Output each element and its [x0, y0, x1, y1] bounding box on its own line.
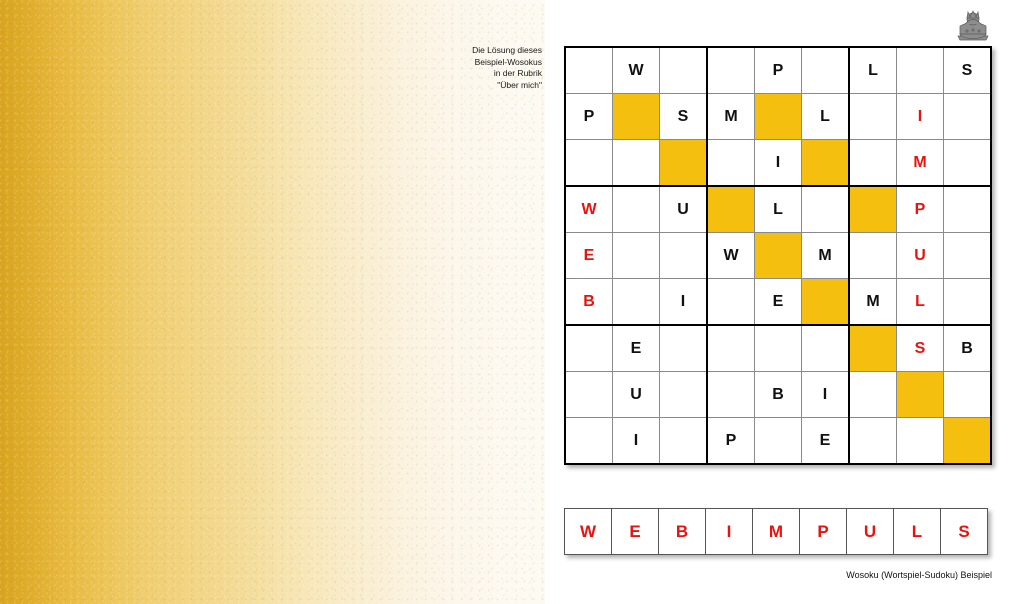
wosoku-cell-r8-c5[interactable]: B [755, 372, 802, 418]
wosoku-cell-r9-c3[interactable] [660, 418, 708, 465]
solution-word-cell-8: L [894, 509, 941, 555]
wosoku-cell-r7-c8[interactable]: S [897, 325, 944, 372]
wosoku-cell-r8-c9[interactable] [944, 372, 992, 418]
wosoku-row [565, 94, 991, 140]
wosoku-cell-r5-c1[interactable]: E [565, 233, 613, 279]
wosoku-row [565, 186, 991, 233]
wosoku-cell-r2-c7[interactable] [849, 94, 897, 140]
wosoku-cell-r4-c3[interactable]: U [660, 186, 708, 233]
wosoku-cell-r8-c4[interactable] [707, 372, 755, 418]
wosoku-cell-r8-c6[interactable]: I [802, 372, 850, 418]
wosoku-cell-r6-c8[interactable]: L [897, 279, 944, 326]
wosoku-row [565, 47, 991, 94]
solution-word-cell-2: E [612, 509, 659, 555]
wosoku-cell-r4-c5[interactable]: L [755, 186, 802, 233]
wosoku-cell-r7-c3[interactable] [660, 325, 708, 372]
wosoku-cell-r6-c7[interactable]: M [849, 279, 897, 326]
wosoku-cell-r6-c9[interactable] [944, 279, 992, 326]
wosoku-cell-r7-c7[interactable] [849, 325, 897, 372]
wosoku-cell-r4-c7[interactable] [849, 186, 897, 233]
wosoku-cell-r3-c7[interactable] [849, 140, 897, 187]
wosoku-cell-r6-c3[interactable]: I [660, 279, 708, 326]
wosoku-cell-r5-c8[interactable]: U [897, 233, 944, 279]
wosoku-cell-r2-c9[interactable] [944, 94, 992, 140]
wosoku-cell-r4-c2[interactable] [613, 186, 660, 233]
wosoku-cell-r2-c1[interactable]: P [565, 94, 613, 140]
wosoku-cell-r3-c4[interactable] [707, 140, 755, 187]
wosoku-cell-r1-c3[interactable] [660, 47, 708, 94]
wosoku-cell-r8-c8[interactable] [897, 372, 944, 418]
wosoku-cell-r1-c7[interactable]: L [849, 47, 897, 94]
note-line-1: Die Lösung dieses [472, 45, 542, 55]
wosoku-cell-r4-c9[interactable] [944, 186, 992, 233]
wosoku-cell-r4-c8[interactable]: P [897, 186, 944, 233]
wosoku-cell-r7-c6[interactable] [802, 325, 850, 372]
solution-word-cell-7: U [847, 509, 894, 555]
solution-word-cell-6: P [800, 509, 847, 555]
wosoku-row [565, 233, 991, 279]
wosoku-cell-r2-c5[interactable] [755, 94, 802, 140]
wosoku-cell-r3-c6[interactable] [802, 140, 850, 187]
solution-word-cell-5: M [753, 509, 800, 555]
wosoku-cell-r1-c5[interactable]: P [755, 47, 802, 94]
wosoku-cell-r5-c4[interactable]: W [707, 233, 755, 279]
wosoku-cell-r3-c3[interactable] [660, 140, 708, 187]
solution-word-row [565, 509, 988, 555]
solution-word-strip [564, 508, 988, 555]
wosoku-cell-r9-c9[interactable] [944, 418, 992, 465]
wosoku-grid-body [565, 47, 991, 464]
wosoku-cell-r1-c2[interactable]: W [613, 47, 660, 94]
wosoku-row [565, 372, 991, 418]
wosoku-grid-container [564, 46, 992, 465]
note-line-2: Beispiel-Wosokus [474, 56, 542, 67]
wosoku-cell-r2-c3[interactable]: S [660, 94, 708, 140]
solution-word-cell-4: I [706, 509, 753, 555]
footer-caption: Wosoku (Wortspiel-Sudoku) Beispiel [846, 570, 992, 580]
wosoku-cell-r9-c2[interactable]: I [613, 418, 660, 465]
wosoku-cell-r1-c1[interactable] [565, 47, 613, 94]
wosoku-cell-r7-c5[interactable] [755, 325, 802, 372]
wosoku-cell-r3-c5[interactable]: I [755, 140, 802, 187]
wosoku-cell-r9-c1[interactable] [565, 418, 613, 465]
wosoku-row [565, 418, 991, 465]
wosoku-cell-r9-c8[interactable] [897, 418, 944, 465]
wosoku-cell-r6-c5[interactable]: E [755, 279, 802, 326]
wosoku-cell-r2-c4[interactable]: M [707, 94, 755, 140]
wosoku-cell-r7-c2[interactable]: E [613, 325, 660, 372]
wosoku-cell-r5-c2[interactable] [613, 233, 660, 279]
wosoku-cell-r1-c8[interactable] [897, 47, 944, 94]
wosoku-cell-r1-c6[interactable] [802, 47, 850, 94]
wosoku-cell-r2-c6[interactable]: L [802, 94, 850, 140]
note-line-3: in der Rubrik [493, 68, 542, 78]
wosoku-grid [564, 46, 992, 465]
wosoku-cell-r7-c4[interactable] [707, 325, 755, 372]
solution-hint-note [460, 45, 542, 91]
wosoku-cell-r9-c5[interactable] [755, 418, 802, 465]
solution-word-container [564, 508, 988, 555]
wosoku-cell-r6-c6[interactable] [802, 279, 850, 326]
wosoku-cell-r6-c1[interactable]: B [565, 279, 613, 326]
wosoku-cell-r9-c7[interactable] [849, 418, 897, 465]
wosoku-cell-r9-c4[interactable]: P [707, 418, 755, 465]
wosoku-cell-r6-c2[interactable] [613, 279, 660, 326]
wosoku-cell-r5-c6[interactable]: M [802, 233, 850, 279]
wosoku-cell-r5-c3[interactable] [660, 233, 708, 279]
wosoku-cell-r3-c2[interactable] [613, 140, 660, 187]
wosoku-cell-r3-c1[interactable] [565, 140, 613, 187]
wosoku-cell-r4-c1[interactable]: W [565, 186, 613, 233]
solution-word-body [565, 509, 988, 555]
crest-logo-icon [952, 6, 994, 44]
solution-word-cell-9: S [941, 509, 988, 555]
wosoku-cell-r1-c4[interactable] [707, 47, 755, 94]
wosoku-cell-r6-c4[interactable] [707, 279, 755, 326]
wosoku-cell-r2-c8[interactable]: I [897, 94, 944, 140]
wosoku-row [565, 140, 991, 187]
wosoku-cell-r7-c1[interactable] [565, 325, 613, 372]
wosoku-row [565, 325, 991, 372]
wosoku-cell-r8-c1[interactable] [565, 372, 613, 418]
solution-word-cell-1: W [565, 509, 612, 555]
wosoku-row [565, 279, 991, 326]
note-line-4: "Über mich" [497, 79, 542, 90]
wosoku-cell-r5-c7[interactable] [849, 233, 897, 279]
wosoku-cell-r7-c9[interactable]: B [944, 325, 992, 372]
wosoku-cell-r3-c9[interactable] [944, 140, 992, 187]
solution-word-cell-3: B [659, 509, 706, 555]
wosoku-cell-r3-c8[interactable]: M [897, 140, 944, 187]
wosoku-cell-r5-c9[interactable] [944, 233, 992, 279]
wosoku-cell-r1-c9[interactable]: S [944, 47, 992, 94]
wosoku-cell-r8-c2[interactable]: U [613, 372, 660, 418]
wosoku-cell-r4-c6[interactable] [802, 186, 850, 233]
wosoku-cell-r2-c2[interactable] [613, 94, 660, 140]
wosoku-cell-r5-c5[interactable] [755, 233, 802, 279]
wosoku-cell-r8-c7[interactable] [849, 372, 897, 418]
wosoku-cell-r4-c4[interactable] [707, 186, 755, 233]
wosoku-cell-r9-c6[interactable]: E [802, 418, 850, 465]
wosoku-cell-r8-c3[interactable] [660, 372, 708, 418]
